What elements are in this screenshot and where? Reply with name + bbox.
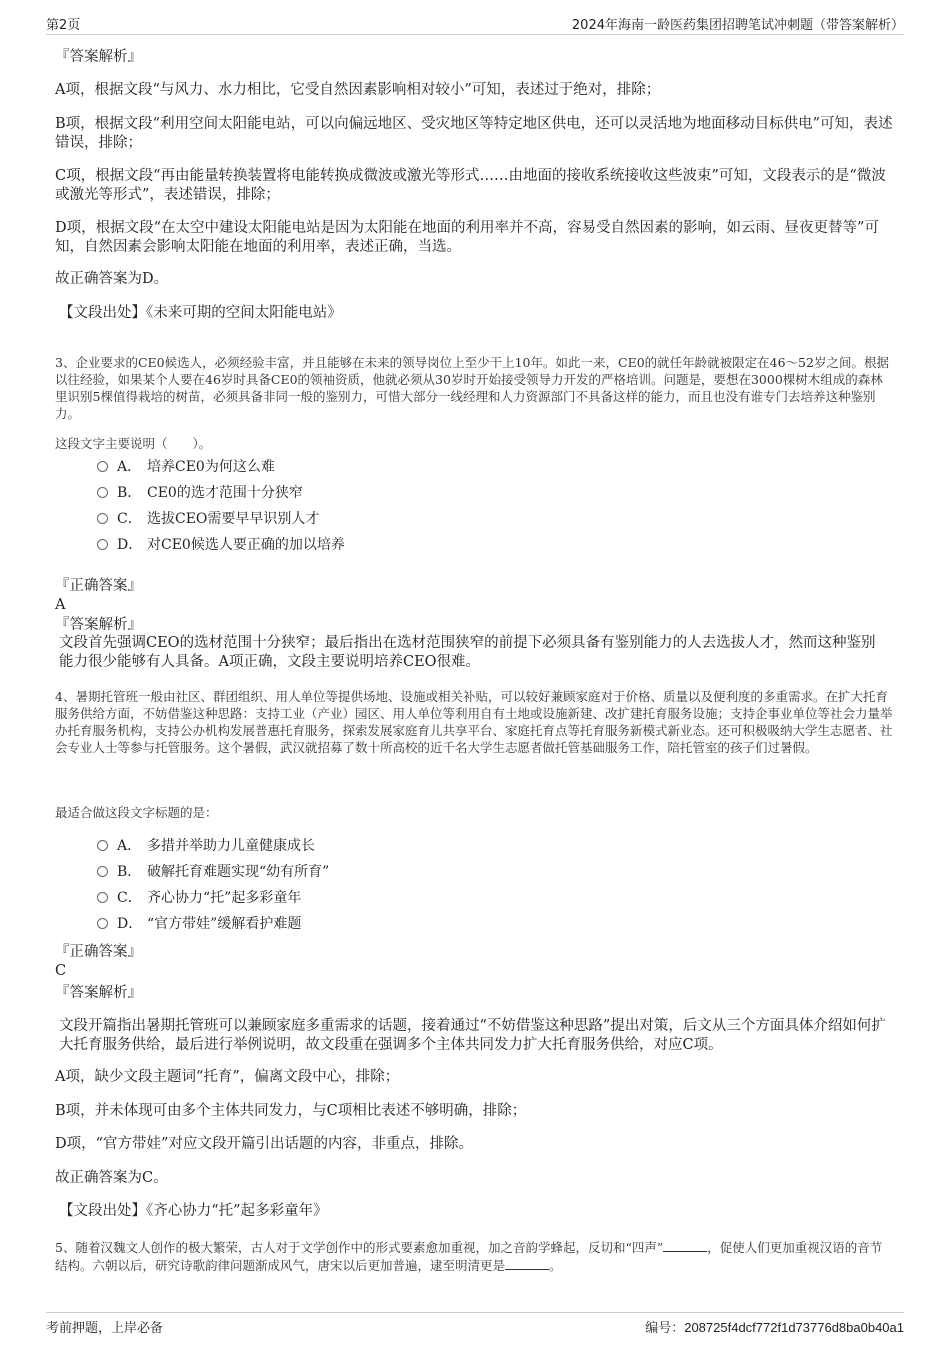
q2-analysis-label: 『答案解析』 [55, 49, 142, 65]
q5-stem: 5、随着汉魏文人创作的极大繁荣，古人对于文学创作中的形式要素愈加重视，加之音韵学蜂起，反切和“四声” ，促使人们更加重视汉语的音节结构。六朝以后，研究诗歌韵律问题渐成风气，唐宋以后更加普遍，逮至明清更是 。 [55, 1240, 883, 1273]
q3-analysis-label: 『答案解析』 [55, 617, 142, 633]
radio-icon[interactable] [97, 918, 108, 929]
q3-answer: A [55, 597, 66, 613]
q3-option-d[interactable]: D． 对CE0候选人要正确的加以培养 [97, 536, 345, 554]
page-footer [46, 1312, 904, 1338]
q4-analysis-d: D项，“官方带娃”对应文段开篇引出话题的内容，非重点，排除。 [55, 1136, 473, 1152]
q3-answer-label: 『正确答案』 [55, 578, 142, 594]
q3-analysis: 文段首先强调CEO的选材范围十分狭窄；最后指出在选材范围狭窄的前提下必须具备有鉴别能力的人去选拔人才，然而这种鉴别能力很少能够有人具备。A项正确，文段主要说明培养CEO很难。 [59, 635, 876, 670]
q3-stem: 3、企业要求的CE0候选人，必须经验丰富，并且能够在未来的领导岗位上至少干上10年。如此一来，CE0的就任年龄就被限定在46～52岁之间。根据以往经验，如果某个人要在46岁时具备CE0的领袖资质，他就必须从30岁时开始接受领导力开发的严格培训。问题是，要想在3000棵树木组成的森林里识别5棵值得栽培的树苗，必须具备非同一般的鉴别力，可惜大部分一线经理和人力资源部门不具备这样的能力，而且也没有谁专门去培养这种鉴别力。 [55, 355, 889, 421]
q2-analysis-d: D项，根据文段“在太空中建设太阳能电站是因为太阳能在地面的利用率并不高，容易受自然因素的影响，如云雨、昼夜更替等”可知，自然因素会影响太阳能在地面的利用率，表述正确，当选。 [55, 220, 879, 255]
q4-answer-label: 『正确答案』 [55, 944, 142, 960]
q4-analysis-b: B项，并未体现可由多个主体共同发力，与C项相比表述不够明确，排除； [55, 1103, 527, 1119]
q3-prompt: 这段文字主要说明（ ）。 [55, 436, 212, 451]
q4-answer: C [55, 963, 67, 979]
radio-icon[interactable] [97, 461, 108, 472]
q2-source: 【文段出处】《未来可期的空间太阳能电站》 [59, 305, 342, 321]
q3-option-b[interactable]: B． CE0的选才范围十分狭窄 [97, 484, 303, 502]
radio-icon[interactable] [97, 892, 108, 903]
footer-slogan: 考前押题，上岸必备 [46, 1321, 164, 1336]
q4-analysis-label: 『答案解析』 [55, 985, 142, 1001]
q4-stem: 4、暑期托管班一般由社区、群团组织、用人单位等提供场地、设施或相关补贴，可以较好兼顾家庭对于价格、质量以及便利度的多重需求。在扩大托育服务供给方面，不妨借鉴这种思路：支持工业（产业）园区、用人单位等利用自有土地或设施新建、改扩建托育服务设施；支持企事业单位等社会力量举办托育服务机构，支持公办机构发展普惠托育服务，探索发展家庭育儿共享平台、家庭托育点等托育服务新模式新业态。还可积极吸纳大学生志愿者、社会专业人士等参与托管服务。这个暑假，武汉就招募了数十所高校的近千名大学生志愿者做托管基础服务工作，陪托管室的孩子们过暑假。 [55, 689, 893, 755]
q4-source: 【文段出处】《齐心协力“托”起多彩童年》 [59, 1203, 328, 1219]
fill-blank[interactable] [663, 1238, 707, 1252]
document-code: 编号：208725f4dcf772f1d73776d8ba0b40a1 [645, 1320, 904, 1336]
q2-analysis-a: A项，根据文段“与风力、水力相比，它受自然因素影响相对较小”可知，表述过于绝对，排除； [55, 82, 661, 98]
q4-option-d[interactable]: D． “官方带娃”缓解看护难题 [97, 915, 301, 933]
page-header [46, 14, 904, 35]
q4-conclusion: 故正确答案为C。 [55, 1170, 168, 1186]
radio-icon[interactable] [97, 539, 108, 550]
radio-icon[interactable] [97, 840, 108, 851]
q4-analysis-a: A项，缺少文段主题词“托育”，偏离文段中心，排除； [55, 1069, 400, 1085]
radio-icon[interactable] [97, 513, 108, 524]
q2-analysis-c: C项，根据文段“再由能量转换装置将电能转换成微波或激光等形式……由地面的接收系统接收这些波束”可知，文段表示的是“微波或激光等形式”，表述错误，排除； [55, 168, 886, 203]
q4-option-c[interactable]: C． 齐心协力“托”起多彩童年 [97, 889, 301, 907]
document-title: 2024年海南一龄医药集团招聘笔试冲刺题（带答案解析） [571, 18, 904, 33]
q3-option-c[interactable]: C． 选拔CEO需要早早识别人才 [97, 510, 319, 528]
radio-icon[interactable] [97, 487, 108, 498]
q4-prompt: 最适合做这段文字标题的是： [55, 805, 218, 820]
q4-analysis: 文段开篇指出暑期托管班可以兼顾家庭多重需求的话题，接着通过“不妨借鉴这种思路”提出对策，后文从三个方面具体介绍如何扩大托育服务供给，最后进行举例说明，故文段重在强调多个主体共同发力扩大托育服务供给，对应C项。 [59, 1018, 886, 1053]
fill-blank[interactable] [505, 1256, 549, 1270]
q2-conclusion: 故正确答案为D。 [55, 271, 169, 287]
q4-option-b[interactable]: B． 破解托育难题实现“幼有所育” [97, 863, 329, 881]
q3-option-a[interactable]: A． 培养CE0为何这么难 [97, 458, 275, 476]
page-number: 第2页 [46, 18, 81, 33]
q4-option-a[interactable]: A． 多措并举助力儿童健康成长 [97, 837, 315, 855]
q2-analysis-b: B项，根据文段“利用空间太阳能电站，可以向偏远地区、受灾地区等特定地区供电，还可以灵活地为地面移动目标供电”可知，表述错误，排除； [55, 116, 893, 151]
radio-icon[interactable] [97, 866, 108, 877]
